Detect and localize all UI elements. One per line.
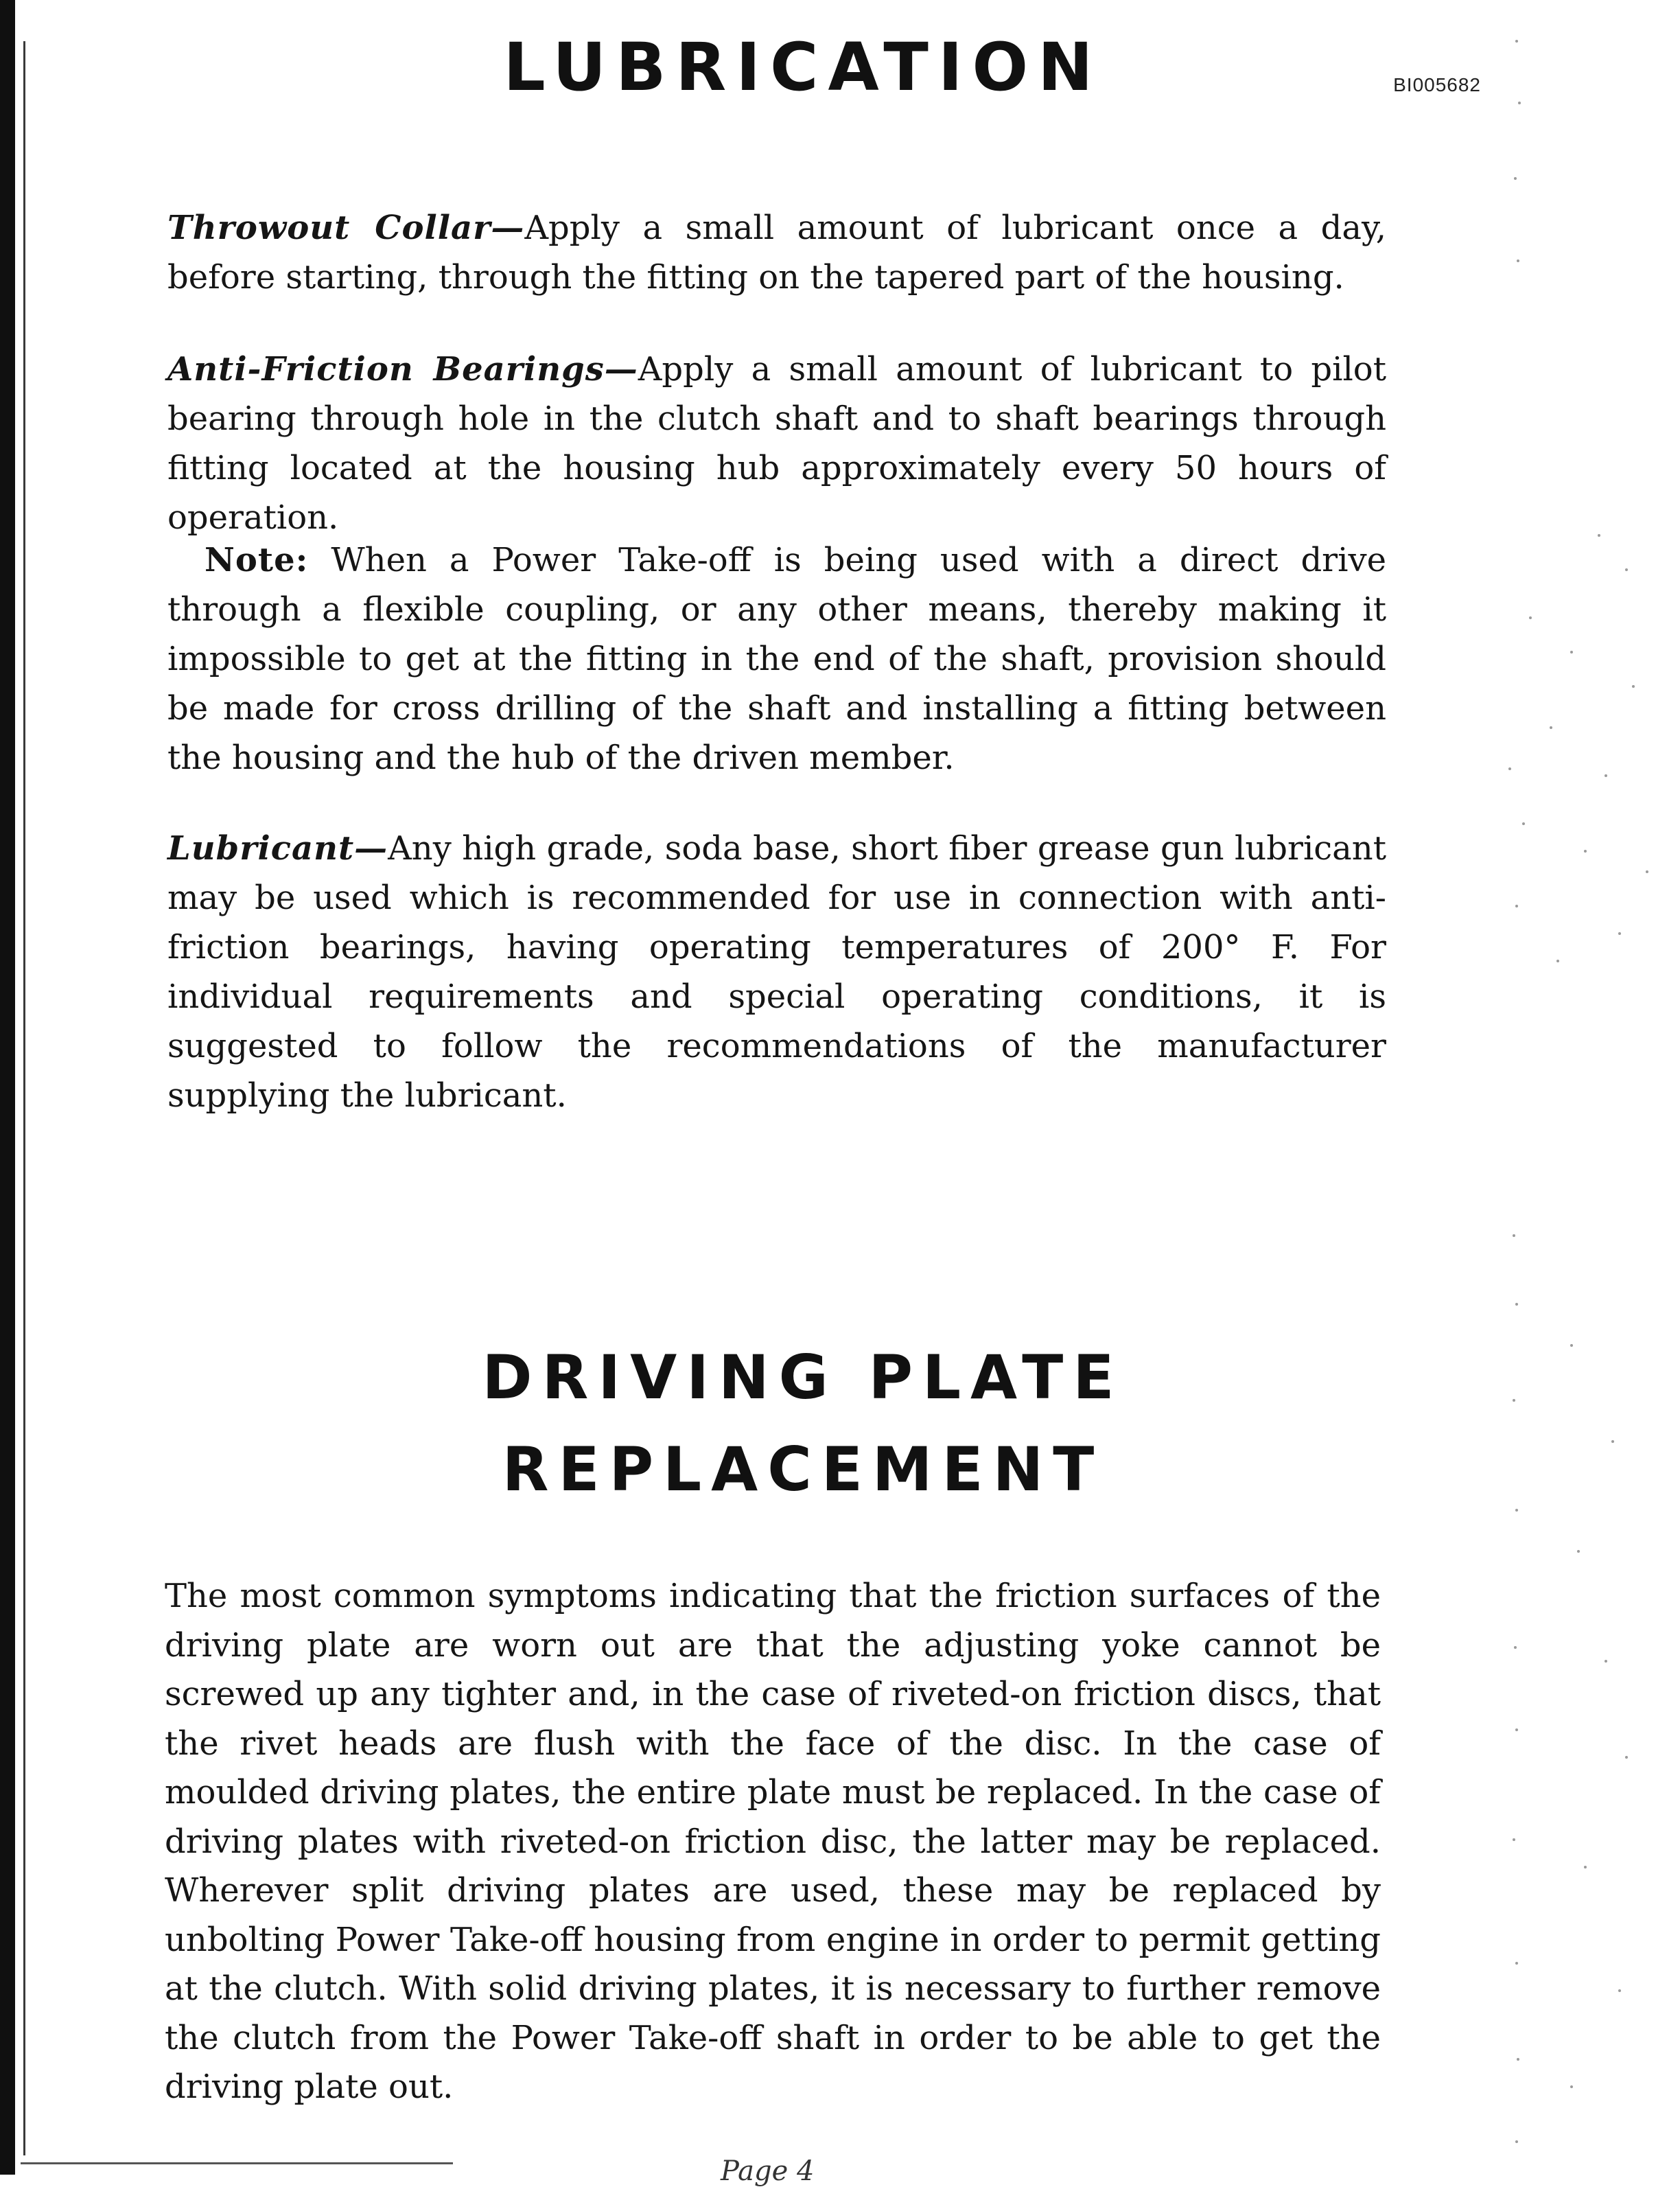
- document-id: BI005682: [1393, 74, 1481, 95]
- paragraph-text: When a Power Take-off is being used with a direct drive through a flexible coupling, or any other means, thereby making it impossible to get at the fitting in the end of the shaft, provision should be made for cross drilling of the shaft and installing a fitting between the housing and the hub of the driven member.: [167, 541, 1386, 777]
- paragraph-lubricant: [167, 824, 1386, 1120]
- scan-left-edge: [0, 0, 15, 2175]
- heading-line: REPLACEMENT: [502, 1434, 1104, 1505]
- section-heading-driving-plate-replacement: [0, 1332, 1606, 1516]
- paragraph-lead: Anti-Friction Bearings—: [167, 350, 638, 389]
- heading-line: DRIVING PLATE: [482, 1342, 1124, 1413]
- paragraph-note: [167, 535, 1386, 783]
- paragraph-text: Apply a small amount of lubricant once a day, before starting, through the fitting on the tapered part of the housing.: [167, 209, 1386, 297]
- paragraph-lead: Note:: [205, 541, 309, 579]
- paragraph-throwout-collar: [167, 203, 1386, 302]
- paragraph-lead: Throwout Collar—: [167, 209, 525, 247]
- scan-noise: [1489, 0, 1680, 2175]
- paragraph-text: Any high grade, soda base, short fiber grease gun lubricant may be used which is recommended for use in connection with anti-friction bearings, having operating temperatures of 200° F. For individual requirements and special operating conditions, it is suggested to follow the recommendations of the manufacturer supplying the lubricant.: [167, 829, 1386, 1115]
- paragraph-text: Apply a small amount of lubricant to pilot bearing through hole in the clutch shaft and to shaft bearings through fitting located at the housing hub approximately every 50 hours of operation.: [167, 350, 1386, 537]
- paragraph-anti-friction-bearings: [167, 345, 1386, 542]
- scan-border-line: [23, 41, 25, 2155]
- paragraph-lead: Lubricant—: [167, 829, 388, 868]
- bottom-rule: [21, 2162, 453, 2164]
- section-heading-lubrication: LUBRICATION: [503, 29, 1103, 106]
- page-number: Page 4: [721, 2155, 815, 2187]
- paragraph-driving-plate: The most common symptoms indicating that the friction surfaces of the driving plate are worn out are that the adjusting yoke cannot be screwed up any tighter and, in the case of riveted-on friction discs, that the rivet heads are flush with the face of the disc. In the case of moulded driving plates, the entire plate must be replaced. In the case of driving plates with riveted-on friction disc, the latter may be replaced. Wherever split driving plates are used, these may be replaced by unbolting Power Take-off housing from engine in order to permit getting at the clutch. With solid driving plates, it is necessary to further remove the clutch from the Power Take-off shaft in order to be able to get the driving plate out.: [165, 1577, 1381, 2106]
